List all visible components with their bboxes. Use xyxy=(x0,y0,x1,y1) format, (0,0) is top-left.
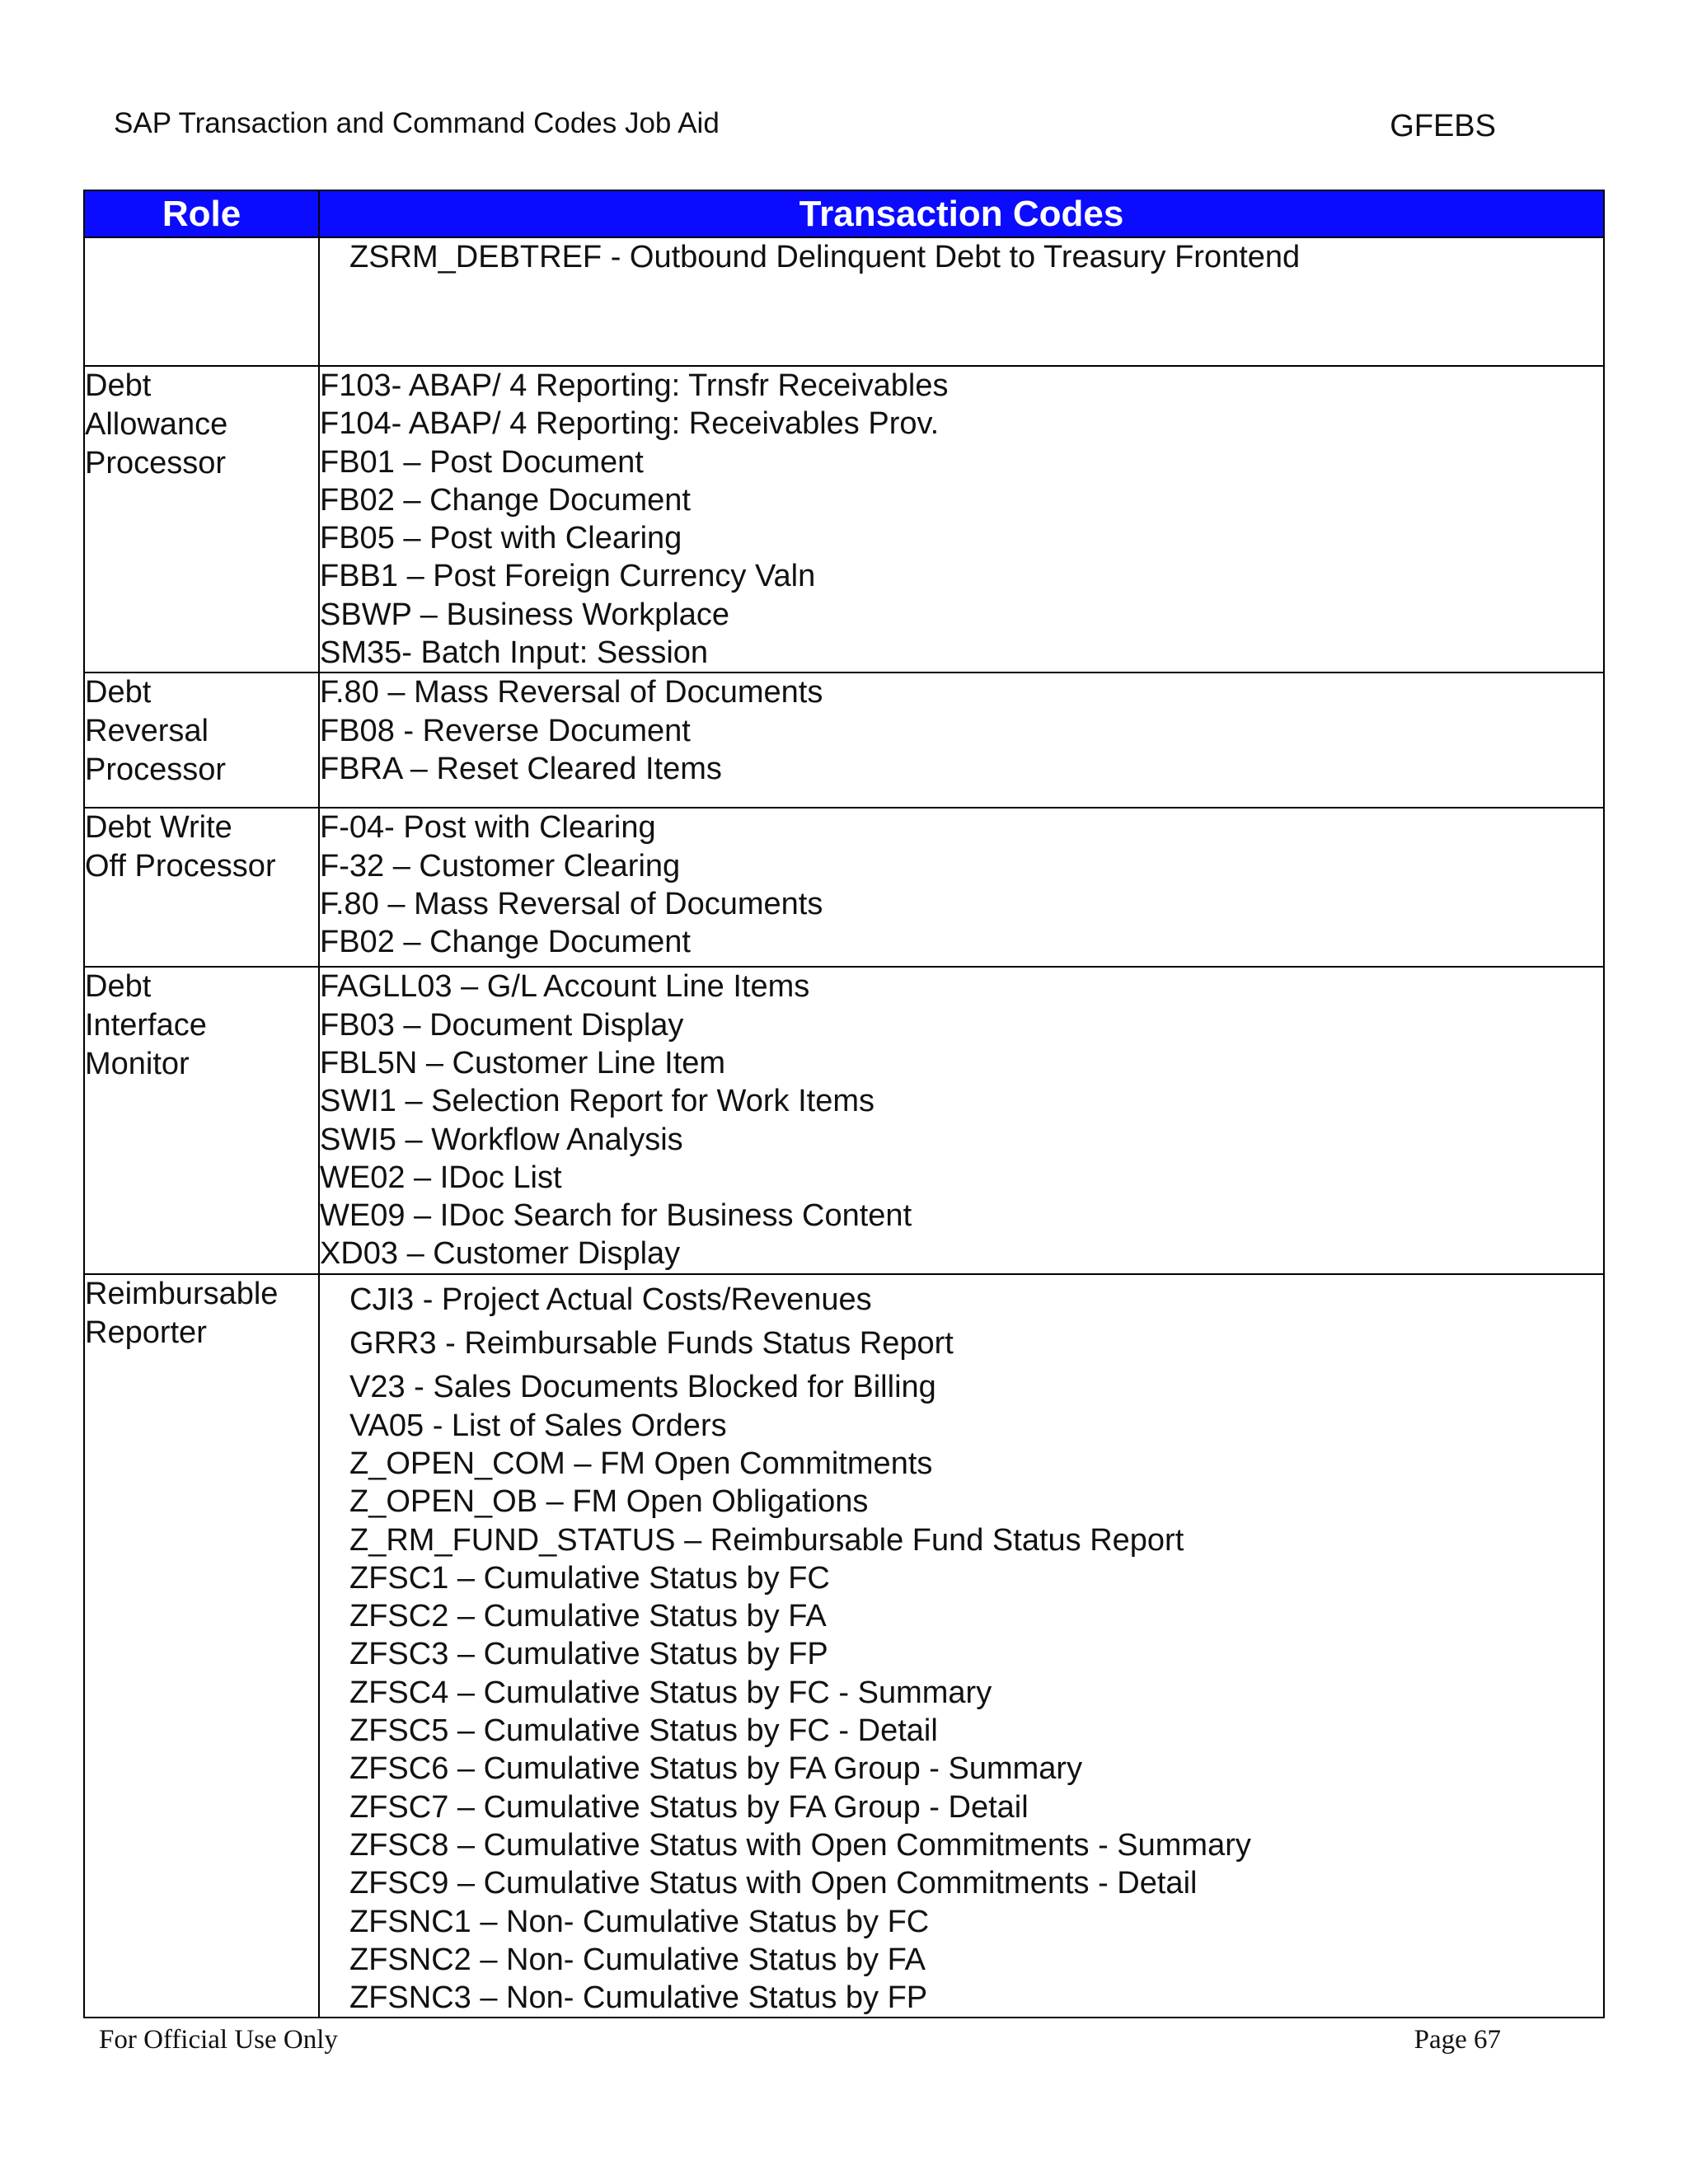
transaction-code-line: WE09 – IDoc Search for Business Content xyxy=(320,1198,912,1234)
table-row xyxy=(84,808,1604,967)
transaction-code-line: FB08 - Reverse Document xyxy=(320,713,691,748)
transaction-code-line: F.80 – Mass Reversal of Documents xyxy=(320,886,823,921)
transaction-code-line: ZFSC3 – Cumulative Status by FP xyxy=(349,1637,828,1672)
transaction-code-line: F103- ABAP/ 4 Reporting: Trnsfr Receivables xyxy=(320,368,949,403)
table-row xyxy=(84,673,1604,808)
transaction-code-line: ZFSC9 – Cumulative Status with Open Commitments - Detail xyxy=(349,1866,1198,1901)
role-name-line: Interface xyxy=(85,1008,207,1043)
transaction-code-line: Z_OPEN_COM – FM Open Commitments xyxy=(349,1446,933,1481)
transaction-code-line: V23 - Sales Documents Blocked for Billing xyxy=(349,1370,936,1405)
role-name-line: Reporter xyxy=(85,1315,207,1350)
transaction-code-line: SM35- Batch Input: Session xyxy=(320,635,709,671)
codes-cell xyxy=(319,808,1604,967)
role-cell xyxy=(84,237,319,366)
transaction-code-line: FB05 – Post with Clearing xyxy=(320,521,682,556)
transaction-code-line: XD03 – Customer Display xyxy=(320,1236,681,1272)
document-title: SAP Transaction and Command Codes Job Aid xyxy=(114,107,720,139)
codes-cell xyxy=(319,366,1604,673)
transaction-codes-column-header: Transaction Codes xyxy=(319,190,1604,237)
table-row xyxy=(84,366,1604,673)
transaction-code-line: FB02 – Change Document xyxy=(320,482,691,518)
codes-cell xyxy=(319,1274,1604,2018)
transaction-code-line: ZFSC7 – Cumulative Status by FA Group - Detail xyxy=(349,1789,1029,1825)
role-name-line: Debt Write xyxy=(85,810,232,846)
role-cell xyxy=(84,967,319,1273)
transaction-code-line: ZFSNC3 – Non- Cumulative Status by FP xyxy=(349,1980,928,2016)
role-cell xyxy=(84,366,319,673)
transaction-code-line: ZFSNC1 – Non- Cumulative Status by FC xyxy=(349,1904,930,1939)
transaction-code-line: FB01 – Post Document xyxy=(320,444,644,480)
transaction-code-line: SWI5 – Workflow Analysis xyxy=(320,1122,683,1157)
table-row xyxy=(84,1274,1604,2018)
transaction-code-line: ZFSC5 – Cumulative Status by FC - Detail xyxy=(349,1713,938,1749)
role-name-line: Debt xyxy=(85,969,152,1005)
role-cell xyxy=(84,808,319,967)
role-cell xyxy=(84,1274,319,2018)
role-name-line: Debt xyxy=(85,675,152,710)
role-name-line: Debt xyxy=(85,368,152,403)
page-number: Page 67 xyxy=(1414,2025,1501,2055)
classification-footer: For Official Use Only xyxy=(99,2025,338,2055)
transaction-code-line: CJI3 - Project Actual Costs/Revenues xyxy=(349,1282,872,1317)
transaction-code-line: WE02 – IDoc List xyxy=(320,1160,562,1195)
role-name-line: Processor xyxy=(85,446,227,480)
role-cell xyxy=(84,673,319,808)
transaction-code-line: FAGLL03 – G/L Account Line Items xyxy=(320,969,810,1005)
role-name-line: Reversal xyxy=(85,714,209,749)
table-row xyxy=(84,237,1604,366)
transaction-code-line: ZFSC1 – Cumulative Status by FC xyxy=(349,1560,830,1596)
transaction-code-line: ZFSC8 – Cumulative Status with Open Commitments - Summary xyxy=(349,1827,1251,1863)
table-header-row xyxy=(84,190,1604,237)
transaction-code-line: Z_OPEN_OB – FM Open Obligations xyxy=(349,1484,869,1520)
role-name-line: Off Processor xyxy=(85,849,276,884)
transaction-code-line: ZFSC6 – Cumulative Status by FA Group - Summary xyxy=(349,1751,1083,1787)
transaction-code-line: SBWP – Business Workplace xyxy=(320,597,730,632)
transaction-code-line: ZFSC4 – Cumulative Status by FC - Summary xyxy=(349,1675,992,1710)
transaction-code-line: F104- ABAP/ 4 Reporting: Receivables Prov. xyxy=(320,406,940,442)
transaction-code-line: F-32 – Customer Clearing xyxy=(320,848,681,883)
transaction-code-line: FB02 – Change Document xyxy=(320,925,691,960)
transaction-code-line: ZSRM_DEBTREF - Outbound Delinquent Debt to Treasury Frontend xyxy=(349,240,1301,274)
transaction-code-line: F.80 – Mass Reversal of Documents xyxy=(320,675,823,710)
transaction-code-line: FBL5N – Customer Line Item xyxy=(320,1045,726,1080)
codes-cell xyxy=(319,967,1604,1273)
transaction-code-line: ZFSNC2 – Non- Cumulative Status by FA xyxy=(349,1942,926,1977)
transaction-code-line: VA05 - List of Sales Orders xyxy=(349,1408,727,1443)
table-row xyxy=(84,967,1604,1273)
role-name-line: Reimbursable xyxy=(85,1276,279,1311)
transaction-code-line: Z_RM_FUND_STATUS – Reimbursable Fund Status Report xyxy=(349,1522,1184,1558)
codes-cell xyxy=(319,237,1604,366)
organization-label: GFEBS xyxy=(1390,109,1496,143)
transaction-codes-table xyxy=(83,190,1605,2018)
role-name-line: Allowance xyxy=(85,407,228,442)
transaction-code-line: SWI1 – Selection Report for Work Items xyxy=(320,1084,874,1119)
transaction-code-line: FBB1 – Post Foreign Currency Valn xyxy=(320,559,816,594)
codes-cell xyxy=(319,673,1604,808)
transaction-code-line: F-04- Post with Clearing xyxy=(320,810,656,846)
transaction-code-line: FB03 – Document Display xyxy=(320,1007,684,1043)
role-name-line: Monitor xyxy=(85,1047,190,1082)
role-name-line: Processor xyxy=(85,752,227,788)
role-column-header: Role xyxy=(84,190,319,237)
transaction-code-line: FBRA – Reset Cleared Items xyxy=(320,751,722,786)
transaction-code-line: ZFSC2 – Cumulative Status by FA xyxy=(349,1599,827,1634)
transaction-code-line: GRR3 - Reimbursable Funds Status Report xyxy=(349,1326,954,1361)
